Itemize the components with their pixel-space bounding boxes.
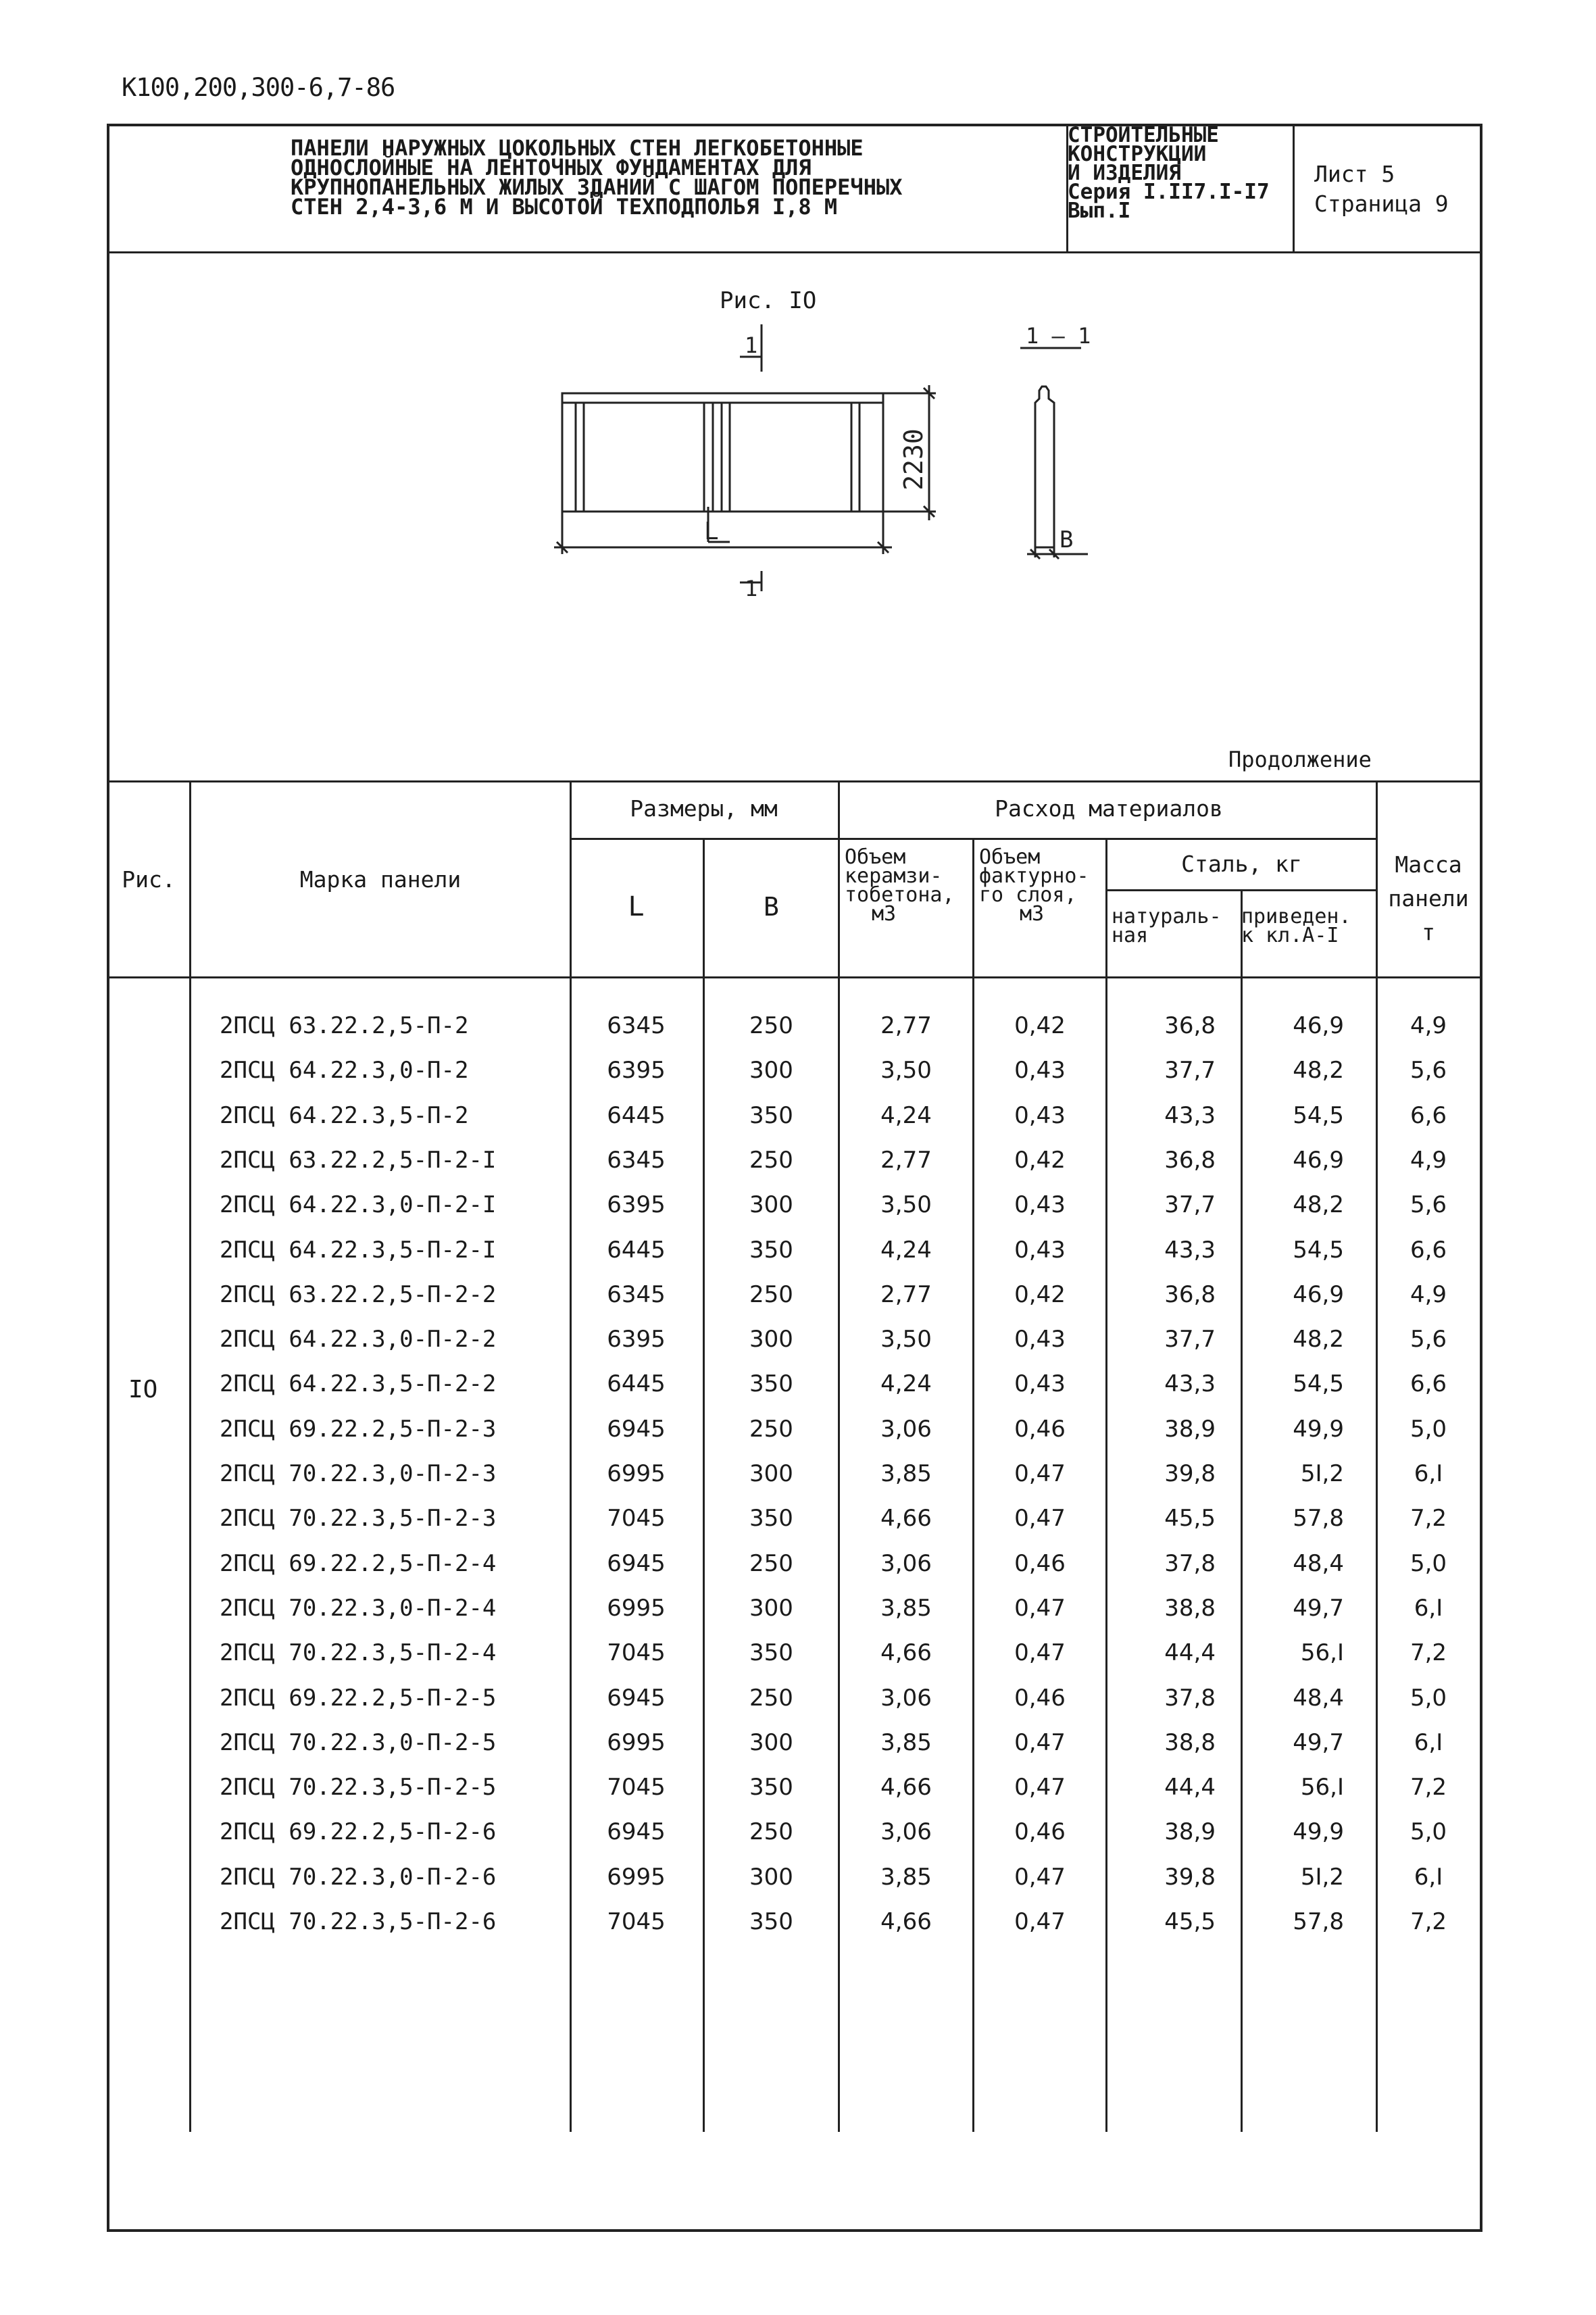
panel-mark: 2ПСЦ 69.22.2,5-П-2-5 xyxy=(220,1684,497,1712)
length-L: 6945 xyxy=(607,1684,666,1712)
volume-concrete: 2,77 xyxy=(880,1012,932,1039)
thickness-B: 300 xyxy=(749,1863,793,1891)
steel-reduced: 46,9 xyxy=(1293,1012,1344,1039)
thickness-B: 350 xyxy=(749,1370,793,1398)
document-title xyxy=(291,135,1054,220)
panel-mark: 2ПСЦ 70.22.3,5-П-2-4 xyxy=(220,1639,497,1667)
panel-mark: 2ПСЦ 69.22.2,5-П-2-6 xyxy=(220,1818,497,1846)
volume-concrete: 4,24 xyxy=(880,1236,932,1264)
panel-mass: 7,2 xyxy=(1410,1908,1447,1935)
steel-reduced: 54,5 xyxy=(1293,1101,1344,1129)
steel-natural: 37,7 xyxy=(1164,1326,1216,1353)
length-L: 7045 xyxy=(607,1505,666,1533)
dimension-thickness: B xyxy=(1059,526,1074,553)
thickness-B: 350 xyxy=(749,1908,793,1935)
header-fig: Рис. xyxy=(122,866,176,893)
steel-reduced: 5I,2 xyxy=(1300,1863,1344,1891)
series-line: И ИЗДЕЛИЯ xyxy=(1068,161,1181,185)
thickness-B: 350 xyxy=(749,1505,793,1533)
steel-reduced: 48,2 xyxy=(1293,1326,1344,1353)
thickness-B: 250 xyxy=(749,1012,793,1039)
volume-facing: 0,42 xyxy=(1014,1146,1066,1174)
series-line: СТРОИТЕЛЬНЫЕ xyxy=(1068,123,1219,147)
length-L: 6945 xyxy=(607,1549,666,1577)
steel-natural: 37,8 xyxy=(1164,1549,1216,1577)
volume-facing: 0,47 xyxy=(1014,1505,1066,1533)
panel-mass: 7,2 xyxy=(1410,1505,1447,1533)
steel-natural: 44,4 xyxy=(1164,1639,1216,1667)
thickness-B: 300 xyxy=(749,1057,793,1085)
length-L: 6445 xyxy=(607,1236,666,1264)
title-line: ПАНЕЛИ НАРУЖНЫХ ЦОКОЛЬНЫХ СТЕН ЛЕГКОБЕТОННЫЕ xyxy=(291,135,864,161)
series-line: Вып.I xyxy=(1068,199,1131,223)
panel-mass: 5,0 xyxy=(1410,1684,1447,1712)
steel-natural: 43,3 xyxy=(1164,1101,1216,1129)
panel-mark: 2ПСЦ 70.22.3,0-П-2-3 xyxy=(220,1460,497,1487)
steel-natural: 37,8 xyxy=(1164,1684,1216,1712)
panel-mark: 2ПСЦ 69.22.2,5-П-2-3 xyxy=(220,1415,497,1443)
volume-facing: 0,46 xyxy=(1014,1818,1066,1846)
volume-facing: 0,46 xyxy=(1014,1415,1066,1443)
volume-concrete: 3,06 xyxy=(880,1818,932,1846)
length-L: 6395 xyxy=(607,1057,666,1085)
panel-mark: 2ПСЦ 70.22.3,0-П-2-5 xyxy=(220,1728,497,1756)
header-steel-natural: натураль- ная xyxy=(1112,905,1222,947)
page-number: Страница 9 xyxy=(1314,191,1449,217)
panel-drawing xyxy=(527,324,1135,622)
volume-facing: 0,47 xyxy=(1014,1460,1066,1487)
panel-mark: 2ПСЦ 64.22.3,5-П-2 xyxy=(220,1101,469,1129)
volume-facing: 0,43 xyxy=(1014,1101,1066,1129)
sheet-number: Лист 5 xyxy=(1314,161,1395,187)
steel-natural: 38,8 xyxy=(1164,1594,1216,1622)
volume-facing: 0,46 xyxy=(1014,1549,1066,1577)
volume-concrete: 4,66 xyxy=(880,1505,932,1533)
panel-mass: 5,6 xyxy=(1410,1326,1447,1353)
thickness-B: 250 xyxy=(749,1280,793,1308)
steel-natural: 37,7 xyxy=(1164,1191,1216,1219)
volume-facing: 0,42 xyxy=(1014,1012,1066,1039)
volume-facing: 0,42 xyxy=(1014,1280,1066,1308)
volume-facing: 0,43 xyxy=(1014,1057,1066,1085)
panel-mark: 2ПСЦ 63.22.2,5-П-2 xyxy=(220,1012,469,1039)
steel-reduced: 56,I xyxy=(1300,1639,1344,1667)
panel-mark: 2ПСЦ 64.22.3,5-П-2-2 xyxy=(220,1370,497,1398)
length-L: 6945 xyxy=(607,1818,666,1846)
steel-reduced: 48,2 xyxy=(1293,1191,1344,1219)
steel-natural: 44,4 xyxy=(1164,1774,1216,1801)
panel-mass: 5,6 xyxy=(1410,1057,1447,1085)
volume-concrete: 4,66 xyxy=(880,1908,932,1935)
steel-natural: 38,8 xyxy=(1164,1728,1216,1756)
panel-mark: 2ПСЦ 64.22.3,0-П-2-I xyxy=(220,1191,497,1219)
section-label: 1 – 1 xyxy=(1026,324,1091,349)
steel-natural: 39,8 xyxy=(1164,1460,1216,1487)
header-dimensions: Размеры, мм xyxy=(630,795,778,822)
header-L: L xyxy=(628,891,645,922)
volume-facing: 0,47 xyxy=(1014,1774,1066,1801)
header-mark: Марка панели xyxy=(299,866,462,893)
steel-natural: 45,5 xyxy=(1164,1908,1216,1935)
volume-concrete: 3,06 xyxy=(880,1415,932,1443)
steel-natural: 36,8 xyxy=(1164,1280,1216,1308)
panel-mass: 7,2 xyxy=(1410,1774,1447,1801)
length-L: 6995 xyxy=(607,1594,666,1622)
title-line: СТЕН 2,4-3,6 М И ВЫСОТОЙ ТЕХПОДПОЛЬЯ I,8 М xyxy=(291,194,838,220)
panel-mark: 2ПСЦ 70.22.3,0-П-2-6 xyxy=(220,1863,497,1891)
panel-mass: 5,0 xyxy=(1410,1415,1447,1443)
volume-concrete: 3,50 xyxy=(880,1191,932,1219)
cut-label-top: 1 xyxy=(745,332,758,358)
steel-reduced: 49,7 xyxy=(1293,1728,1344,1756)
panel-mass: 5,0 xyxy=(1410,1549,1447,1577)
volume-concrete: 2,77 xyxy=(880,1280,932,1308)
volume-facing: 0,43 xyxy=(1014,1236,1066,1264)
steel-natural: 38,9 xyxy=(1164,1415,1216,1443)
thickness-B: 300 xyxy=(749,1326,793,1353)
volume-concrete: 4,66 xyxy=(880,1639,932,1667)
panel-mark: 2ПСЦ 70.22.3,5-П-2-3 xyxy=(220,1505,497,1533)
header-volume-concrete: Объем керамзи- тобетона, м3 xyxy=(845,845,955,926)
header-steel: Сталь, кг xyxy=(1181,851,1302,877)
volume-concrete: 4,24 xyxy=(880,1101,932,1129)
thickness-B: 300 xyxy=(749,1191,793,1219)
volume-facing: 0,43 xyxy=(1014,1191,1066,1219)
header-mass: Масса панели т xyxy=(1388,851,1469,945)
panel-mass: 6,6 xyxy=(1410,1236,1447,1264)
panel-mass: 6,6 xyxy=(1410,1101,1447,1129)
col-rule-1 xyxy=(189,780,191,2132)
figure-caption: Рис. IO xyxy=(720,287,817,314)
volume-concrete: 4,66 xyxy=(880,1774,932,1801)
steel-reduced: 46,9 xyxy=(1293,1146,1344,1174)
panel-mark: 2ПСЦ 64.22.3,5-П-2-I xyxy=(220,1236,497,1264)
thickness-B: 350 xyxy=(749,1774,793,1801)
length-L: 6345 xyxy=(607,1280,666,1308)
table-top-rule xyxy=(107,780,1482,782)
thickness-B: 250 xyxy=(749,1818,793,1846)
length-L: 6995 xyxy=(607,1728,666,1756)
volume-concrete: 3,85 xyxy=(880,1863,932,1891)
panel-mark: 2ПСЦ 64.22.3,0-П-2 xyxy=(220,1057,469,1085)
thickness-B: 250 xyxy=(749,1146,793,1174)
panel-mass: 4,9 xyxy=(1410,1012,1447,1039)
length-L: 7045 xyxy=(607,1908,666,1935)
volume-facing: 0,47 xyxy=(1014,1639,1066,1667)
thickness-B: 350 xyxy=(749,1236,793,1264)
steel-reduced: 54,5 xyxy=(1293,1370,1344,1398)
steel-natural: 43,3 xyxy=(1164,1236,1216,1264)
length-L: 7045 xyxy=(607,1774,666,1801)
steel-reduced: 56,I xyxy=(1300,1774,1344,1801)
title-block-bottom-rule xyxy=(107,251,1482,253)
panel-mass: 7,2 xyxy=(1410,1639,1447,1667)
series-block xyxy=(1068,123,1291,223)
volume-concrete: 3,85 xyxy=(880,1460,932,1487)
volume-concrete: 3,50 xyxy=(880,1057,932,1085)
panel-mark: 2ПСЦ 69.22.2,5-П-2-4 xyxy=(220,1549,497,1577)
steel-reduced: 49,7 xyxy=(1293,1594,1344,1622)
cut-label-bottom: 1 xyxy=(745,576,758,601)
panel-mass: 6,I xyxy=(1414,1863,1443,1891)
length-L: 6995 xyxy=(607,1863,666,1891)
sheet-info xyxy=(1314,159,1449,219)
volume-facing: 0,47 xyxy=(1014,1728,1066,1756)
series-line: КОНСТРУКЦИИ xyxy=(1068,142,1207,166)
volume-concrete: 3,85 xyxy=(880,1728,932,1756)
panel-mark: 2ПСЦ 64.22.3,0-П-2-2 xyxy=(220,1326,497,1353)
volume-facing: 0,47 xyxy=(1014,1594,1066,1622)
steel-natural: 37,7 xyxy=(1164,1057,1216,1085)
thickness-B: 350 xyxy=(749,1639,793,1667)
steel-reduced: 54,5 xyxy=(1293,1236,1344,1264)
figure-number-cell: IO xyxy=(128,1376,158,1403)
table-header-bottom-rule xyxy=(107,976,1482,978)
panel-mark: 2ПСЦ 70.22.3,5-П-2-5 xyxy=(220,1774,497,1801)
volume-concrete: 3,85 xyxy=(880,1594,932,1622)
steel-natural: 36,8 xyxy=(1164,1012,1216,1039)
steel-natural: 38,9 xyxy=(1164,1818,1216,1846)
length-L: 6345 xyxy=(607,1012,666,1039)
length-L: 6445 xyxy=(607,1101,666,1129)
title-line: КРУПНОПАНЕЛЬНЫХ ЖИЛЫХ ЗДАНИЙ С ШАГОМ ПОПЕРЕЧНЫХ xyxy=(291,174,903,200)
header-volume-facing: Объем фактурно- го слоя, м3 xyxy=(979,845,1089,926)
steel-reduced: 48,4 xyxy=(1293,1549,1344,1577)
volume-facing: 0,46 xyxy=(1014,1684,1066,1712)
panel-mass: 6,I xyxy=(1414,1594,1443,1622)
length-L: 6445 xyxy=(607,1370,666,1398)
panel-mass: 6,6 xyxy=(1410,1370,1447,1398)
thickness-B: 300 xyxy=(749,1728,793,1756)
panel-mark: 2ПСЦ 70.22.3,5-П-2-6 xyxy=(220,1908,497,1935)
length-L: 6995 xyxy=(607,1460,666,1487)
header-B: B xyxy=(764,892,779,922)
title-block-divider-2 xyxy=(1293,124,1295,252)
panel-mass: 4,9 xyxy=(1410,1280,1447,1308)
volume-concrete: 3,06 xyxy=(880,1684,932,1712)
header-materials: Расход материалов xyxy=(995,795,1223,822)
panel-mark: 2ПСЦ 63.22.2,5-П-2-2 xyxy=(220,1280,497,1308)
series-line: Серия I.II7.I-I7 xyxy=(1068,180,1270,204)
volume-facing: 0,47 xyxy=(1014,1908,1066,1935)
thickness-B: 300 xyxy=(749,1594,793,1622)
volume-concrete: 3,06 xyxy=(880,1549,932,1577)
steel-reduced: 5I,2 xyxy=(1300,1460,1344,1487)
steel-reduced: 46,9 xyxy=(1293,1280,1344,1308)
steel-natural: 39,8 xyxy=(1164,1863,1216,1891)
dimension-height: 2230 xyxy=(899,428,928,491)
panel-mark: 2ПСЦ 70.22.3,0-П-2-4 xyxy=(220,1594,497,1622)
volume-facing: 0,47 xyxy=(1014,1863,1066,1891)
header-steel-reduced: приведен. к кл.А-I xyxy=(1241,905,1351,947)
steel-natural: 45,5 xyxy=(1164,1505,1216,1533)
volume-facing: 0,43 xyxy=(1014,1370,1066,1398)
panel-mass: 5,6 xyxy=(1410,1191,1447,1219)
steel-reduced: 49,9 xyxy=(1293,1415,1344,1443)
thickness-B: 250 xyxy=(749,1684,793,1712)
steel-natural: 36,8 xyxy=(1164,1146,1216,1174)
steel-reduced: 57,8 xyxy=(1293,1908,1344,1935)
steel-reduced: 48,4 xyxy=(1293,1684,1344,1712)
volume-concrete: 4,24 xyxy=(880,1370,932,1398)
thickness-B: 250 xyxy=(749,1549,793,1577)
length-L: 6395 xyxy=(607,1326,666,1353)
thickness-B: 350 xyxy=(749,1101,793,1129)
length-L: 6345 xyxy=(607,1146,666,1174)
steel-reduced: 48,2 xyxy=(1293,1057,1344,1085)
steel-natural: 43,3 xyxy=(1164,1370,1216,1398)
section-profile xyxy=(1035,387,1054,547)
steel-reduced: 49,9 xyxy=(1293,1818,1344,1846)
volume-facing: 0,43 xyxy=(1014,1326,1066,1353)
dimension-length: L xyxy=(704,518,719,545)
panel-mass: 6,I xyxy=(1414,1460,1443,1487)
panel-mass: 6,I xyxy=(1414,1728,1443,1756)
thickness-B: 300 xyxy=(749,1460,793,1487)
length-L: 7045 xyxy=(607,1639,666,1667)
panel-mark: 2ПСЦ 63.22.2,5-П-2-I xyxy=(220,1146,497,1174)
panel-mass: 4,9 xyxy=(1410,1146,1447,1174)
length-L: 6945 xyxy=(607,1415,666,1443)
length-L: 6395 xyxy=(607,1191,666,1219)
steel-reduced: 57,8 xyxy=(1293,1505,1344,1533)
continuation-label: Продолжение xyxy=(1228,747,1372,772)
title-line: ОДНОСЛОЙНЫЕ НА ЛЕНТОЧНЫХ ФУНДАМЕНТАХ ДЛЯ xyxy=(291,155,812,180)
panel-mass: 5,0 xyxy=(1410,1818,1447,1846)
thickness-B: 250 xyxy=(749,1415,793,1443)
document-code: К100,200,300-6,7-86 xyxy=(122,73,395,102)
volume-concrete: 2,77 xyxy=(880,1146,932,1174)
volume-concrete: 3,50 xyxy=(880,1326,932,1353)
